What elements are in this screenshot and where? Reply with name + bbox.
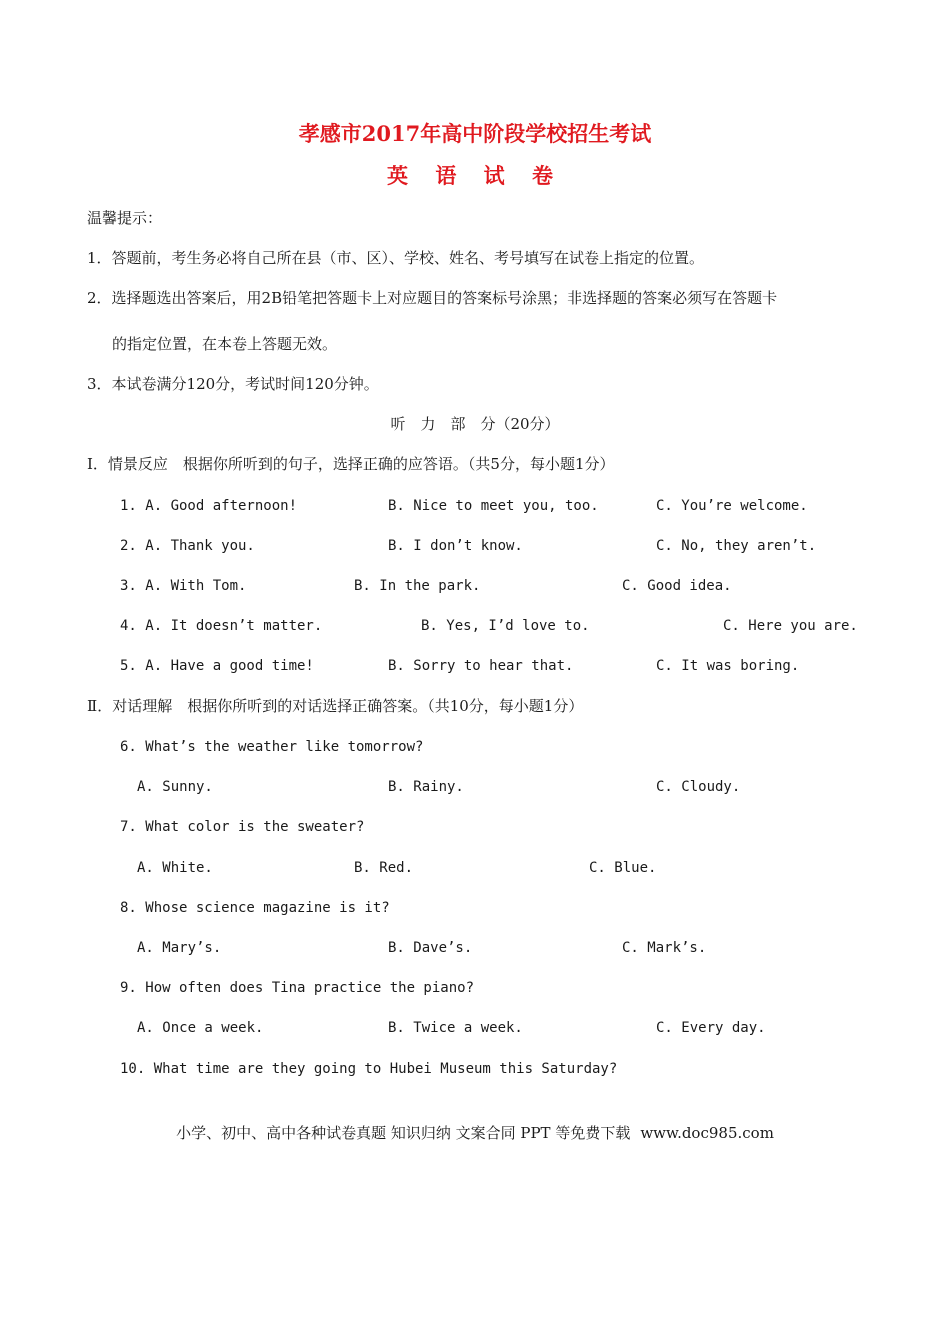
q4-option-a: 4. A. It doesn’t matter. (120, 618, 323, 634)
q2-option-b: B. I don’t know. (388, 538, 523, 554)
q3-option-c: C. Good idea. (622, 578, 732, 594)
q1-option-c: C. You’re welcome. (656, 498, 808, 514)
page-footer (0, 1122, 950, 1143)
q6-option-a: A. Sunny. (137, 779, 213, 795)
q7-option-a: A. White. (137, 860, 213, 876)
q9-question: 9. How often does Tina practice the piano? (120, 980, 475, 996)
q4-option-b: B. Yes, I’d love to. (421, 618, 590, 634)
q3-option-b: B. In the park. (354, 578, 481, 594)
q7-question: 7. What color is the sweater? (120, 819, 365, 835)
section2-heading: Ⅱ．对话理解 根据你所听到的对话选择正确答案。（共10分，每小题1分） (87, 697, 584, 715)
footer-url[interactable]: www.doc985.com (640, 1124, 774, 1142)
q6-option-b: B. Rainy. (388, 779, 464, 795)
q8-option-a: A. Mary’s. (137, 940, 222, 956)
q5-option-a: 5. A. Have a good time! (120, 658, 314, 674)
q6-question: 6. What’s the weather like tomorrow? (120, 739, 424, 755)
notice-item-2: 2．选择题选出答案后，用2B铅笔把答题卡上对应题目的答案标号涂黑；非选择题的答案必须写在答题卡 (87, 289, 778, 307)
exam-subtitle: 英 语 试 卷 (387, 163, 563, 188)
q5-option-b: B. Sorry to hear that. (388, 658, 574, 674)
q7-option-c: C. Blue. (589, 860, 657, 876)
notice-item-1: 1．答题前，考生务必将自己所在县（市、区）、学校、姓名、考号填写在试卷上指定的位置。 (87, 249, 705, 267)
exam-title: 孝感市2017年高中阶段学校招生考试 (298, 121, 652, 146)
q1-option-b: B. Nice to meet you, too. (388, 498, 599, 514)
q9-option-c: C. Every day. (656, 1020, 766, 1036)
q6-option-c: C. Cloudy. (656, 779, 741, 795)
q2-option-c: C. No, they aren’t. (656, 538, 817, 554)
footer-text: 小学、初中、高中各种试卷真题 知识归纳 文案合同 PPT 等免费下载 (176, 1124, 631, 1142)
q8-option-b: B. Dave’s. (388, 940, 473, 956)
notice-item-3: 3．本试卷满分120分，考试时间120分钟。 (87, 375, 379, 393)
q2-option-a: 2. A. Thank you. (120, 538, 255, 554)
q8-option-c: C. Mark’s. (622, 940, 707, 956)
q5-option-c: C. It was boring. (656, 658, 800, 674)
listening-heading: 听 力 部 分（20分） (390, 415, 560, 433)
q3-option-a: 3. A. With Tom. (120, 578, 247, 594)
section1-heading: Ⅰ．情景反应 根据你所听到的句子，选择正确的应答语。（共5分，每小题1分） (87, 455, 615, 473)
notice-item-2-cont: 的指定位置，在本卷上答题无效。 (112, 335, 338, 353)
q4-option-c: C. Here you are. (723, 618, 858, 634)
q7-option-b: B. Red. (354, 860, 414, 876)
q10-question: 10. What time are they going to Hubei Museum this Saturday? (120, 1061, 618, 1077)
q8-question: 8. Whose science magazine is it? (120, 900, 390, 916)
q9-option-b: B. Twice a week. (388, 1020, 523, 1036)
q9-option-a: A. Once a week. (137, 1020, 264, 1036)
q1-option-a: 1. A. Good afternoon! (120, 498, 298, 514)
notice-heading: 温馨提示： (87, 209, 163, 227)
